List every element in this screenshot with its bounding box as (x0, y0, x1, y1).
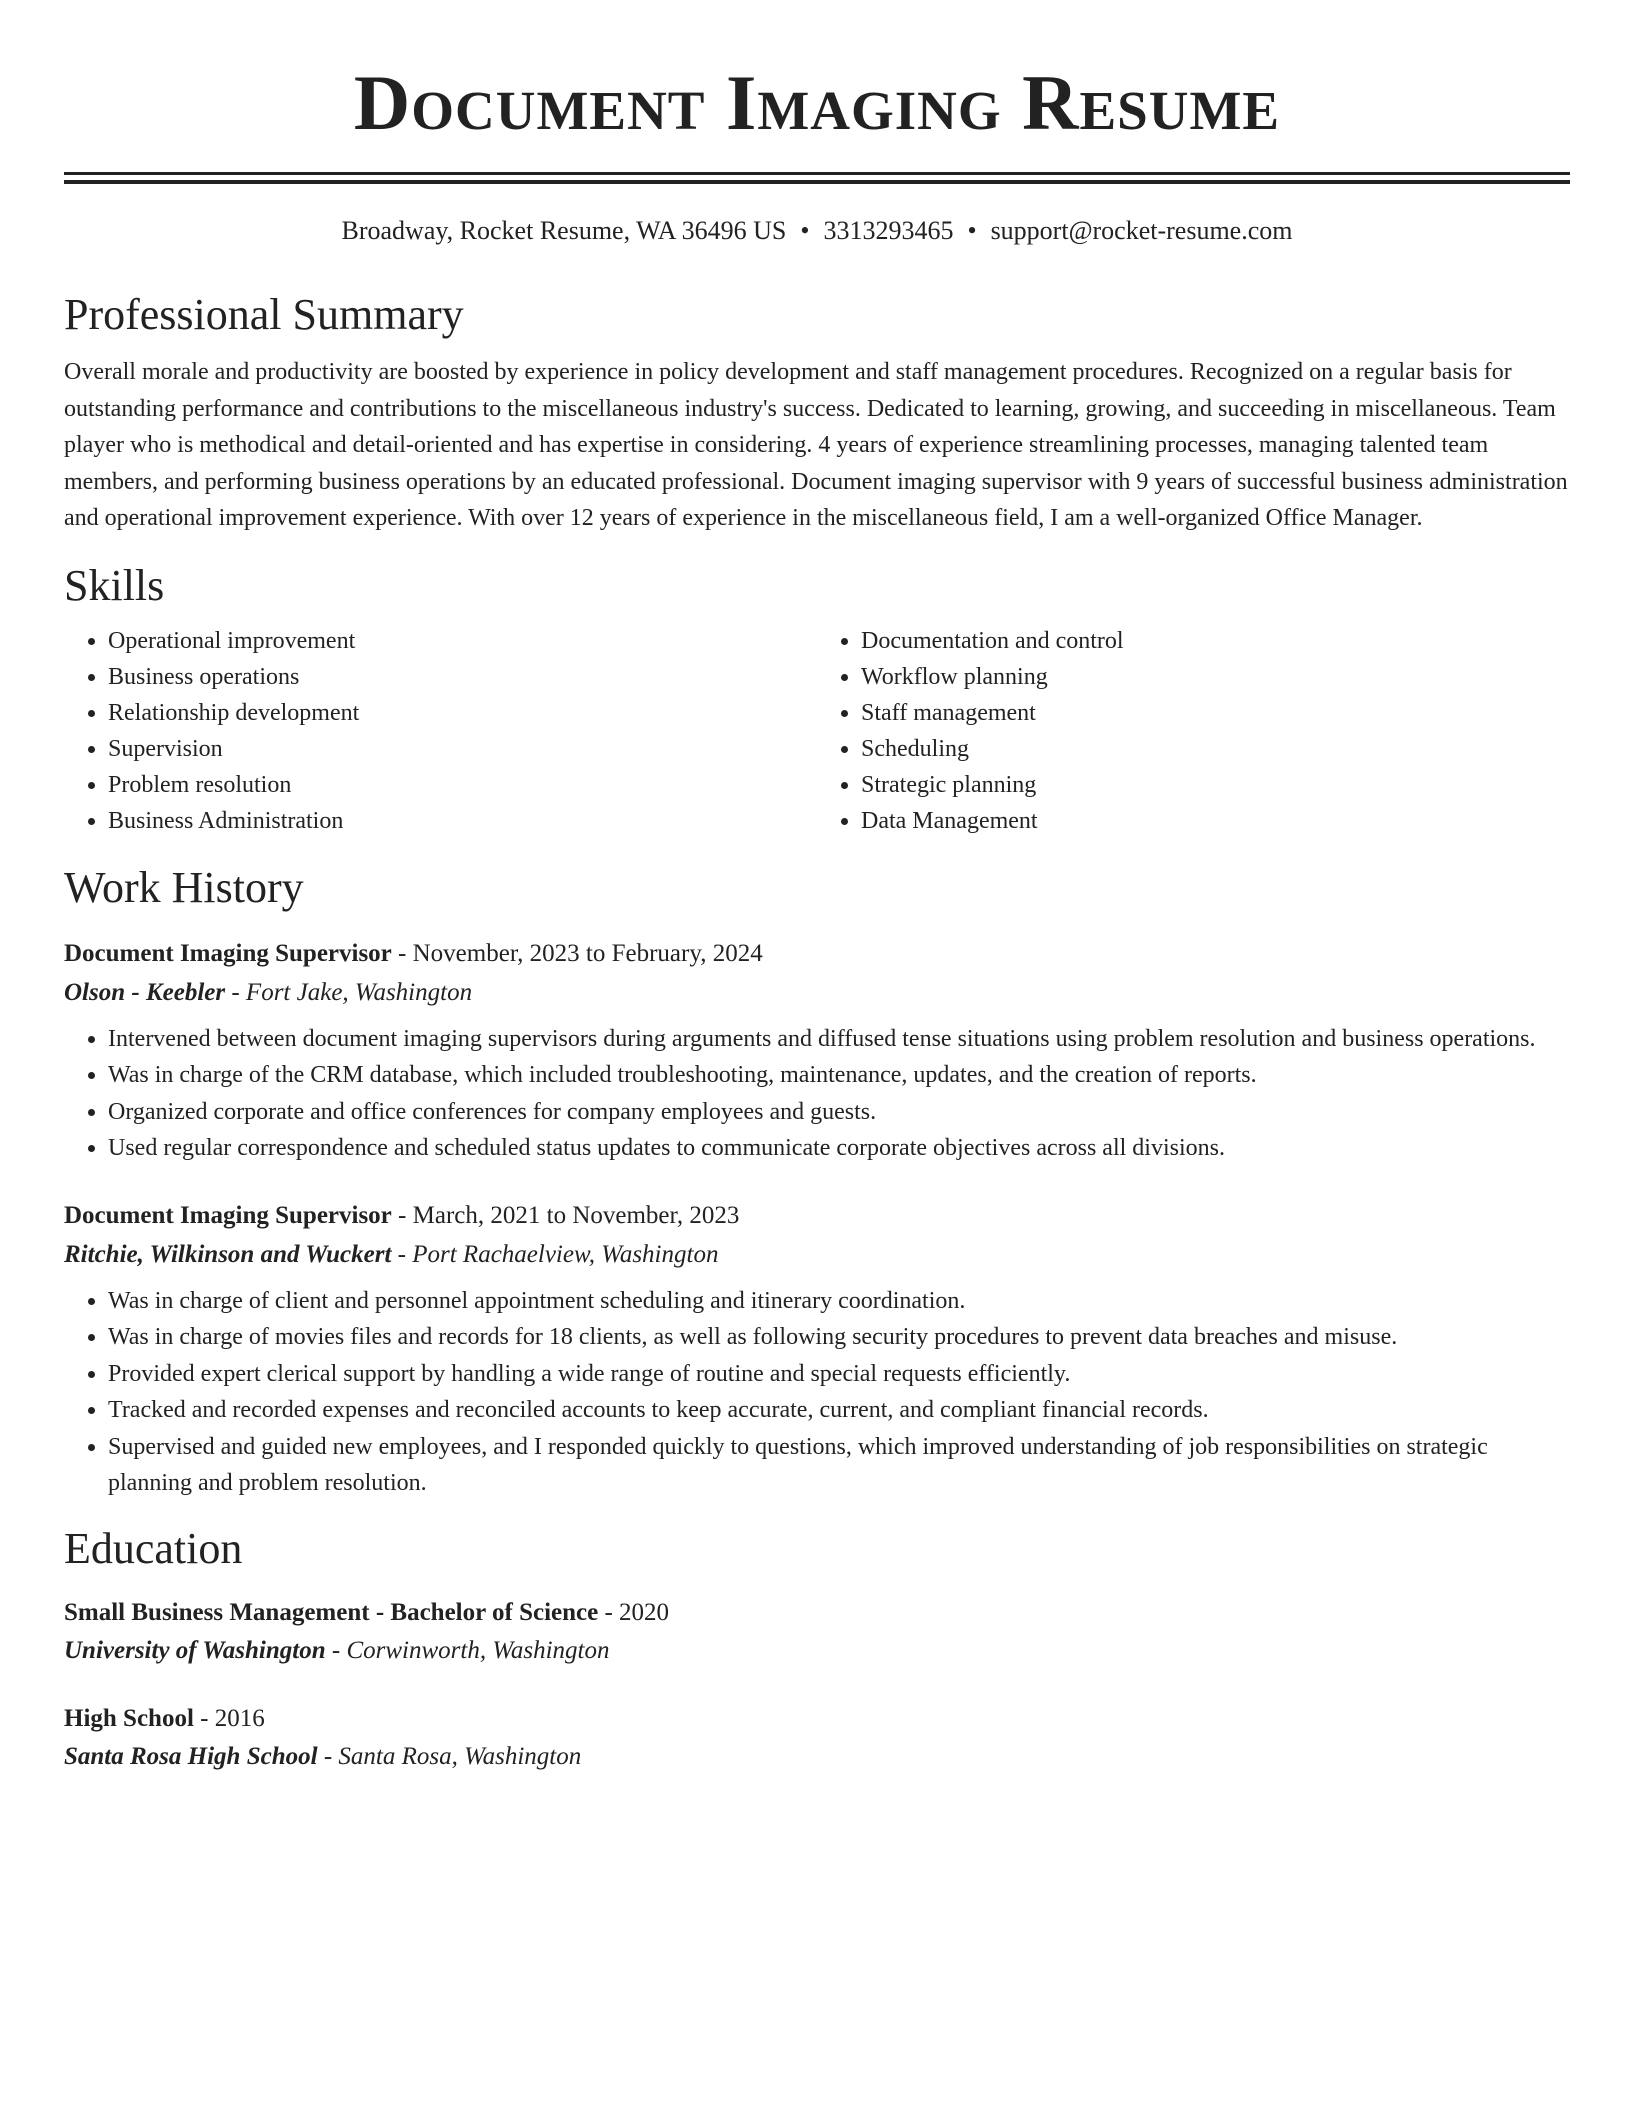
summary-heading: Professional Summary (64, 290, 464, 339)
resume-title: Document Imaging Resume (353, 59, 1281, 146)
job-bullet: • Organized corporate and office conferences for company employees and guests. (108, 1094, 1570, 1131)
skill-item: • Supervision (108, 731, 817, 767)
contact-separator: • (800, 216, 810, 245)
skill-item: • Documentation and control (861, 623, 1570, 659)
job-bullet: • Tracked and recorded expenses and reconciled accounts to keep accurate, current, and compliant financial records. (108, 1392, 1570, 1429)
school-location: - Santa Rosa, Washington (317, 1742, 582, 1770)
skill-item: • Relationship development (108, 695, 817, 731)
job-entry (64, 1197, 1570, 1502)
job-entry (64, 935, 1570, 1167)
employer-location: - Port Rachaelview, Washington (391, 1240, 719, 1268)
employer-line (64, 973, 1570, 1013)
degree-name: High School (64, 1704, 194, 1732)
job-bullet: • Provided expert clerical support by handling a wide range of routine and special requests efficiently. (108, 1356, 1570, 1393)
school-name: Santa Rosa High School (64, 1742, 318, 1770)
school-line (64, 1632, 1570, 1670)
skill-item: • Workflow planning (861, 659, 1570, 695)
job-bullet: • Used regular correspondence and scheduled status updates to communicate corporate objectives across all divisions. (108, 1130, 1570, 1167)
education-entry (64, 1700, 1570, 1776)
job-bullets (64, 1021, 1570, 1167)
job-title: Document Imaging Supervisor (64, 1201, 392, 1229)
employer-name: Olson - Keebler (64, 978, 226, 1006)
degree-line (64, 1594, 1570, 1632)
job-dates: - March, 2021 to November, 2023 (391, 1201, 740, 1229)
education-heading: Education (64, 1523, 243, 1573)
skill-item: • Staff management (861, 695, 1570, 731)
degree-line (64, 1700, 1570, 1738)
resume-page (64, 0, 1570, 1776)
job-bullets (64, 1283, 1570, 1502)
skill-item: • Problem resolution (108, 767, 817, 803)
employer-name: Ritchie, Wilkinson and Wuckert (64, 1240, 392, 1268)
contact-address: Broadway, Rocket Resume, WA 36496 US (341, 216, 787, 245)
school-line (64, 1738, 1570, 1776)
contact-phone: 3313293465 (823, 216, 954, 245)
employer-line (64, 1235, 1570, 1275)
contact-email: support@rocket-resume.com (990, 216, 1293, 245)
skill-item: • Strategic planning (861, 767, 1570, 803)
contact-line (64, 214, 1570, 248)
skills-heading: Skills (64, 560, 165, 610)
degree-name: Small Business Management - Bachelor of Science (64, 1598, 599, 1626)
skill-item: • Business operations (108, 659, 817, 695)
job-title-line (64, 1197, 1570, 1235)
degree-year: - 2020 (598, 1598, 670, 1626)
work-history-heading: Work History (64, 862, 304, 912)
job-dates: - November, 2023 to February, 2024 (391, 939, 763, 967)
job-bullet: • Supervised and guided new employees, and I responded quickly to questions, which improved understanding of job responsibilities on strategic planning and problem resolution. (108, 1429, 1570, 1502)
title-rule-bottom (64, 180, 1570, 184)
job-bullet: • Was in charge of movies files and records for 18 clients, as well as following security procedures to prevent data breaches and misuse. (108, 1319, 1570, 1356)
skill-item: • Business Administration (108, 803, 817, 839)
skills-column-left (64, 623, 817, 839)
school-location: - Corwinworth, Washington (325, 1636, 610, 1664)
title-rule-top (64, 172, 1570, 175)
job-bullet: • Intervened between document imaging supervisors during arguments and diffused tense situations using problem resolution and business operations. (108, 1021, 1570, 1058)
skill-item: • Data Management (861, 803, 1570, 839)
degree-year: - 2016 (193, 1704, 265, 1732)
job-bullet: • Was in charge of client and personnel appointment scheduling and itinerary coordination. (108, 1283, 1570, 1320)
summary-text: Overall morale and productivity are boosted by experience in policy development and staff management procedures. Recognized on a regular basis for outstanding performance and contributions to the miscellaneous industry's success. Dedicated to learning, growing, and succeeding in miscellaneous. Team player who is methodical and detail-oriented and has expertise in considering. 4 years of experience streamlining processes, managing talented team members, and performing business operations by an educated professional. Document imaging supervisor with 9 years of successful business administration and operational improvement experience. With over 12 years of experience in the miscellaneous field, I am a well-organized Office Manager. (64, 359, 1568, 531)
education-entry (64, 1594, 1570, 1670)
skill-item: • Operational improvement (108, 623, 817, 659)
employer-location: - Fort Jake, Washington (225, 978, 473, 1006)
contact-separator: • (967, 216, 977, 245)
school-name: University of Washington (64, 1636, 326, 1664)
job-title-line (64, 935, 1570, 973)
skill-item: • Scheduling (861, 731, 1570, 767)
job-title: Document Imaging Supervisor (64, 939, 392, 967)
job-bullet: • Was in charge of the CRM database, which included troubleshooting, maintenance, updates, and the creation of reports. (108, 1057, 1570, 1094)
skills-list (64, 623, 1570, 839)
skills-column-right (817, 623, 1570, 839)
